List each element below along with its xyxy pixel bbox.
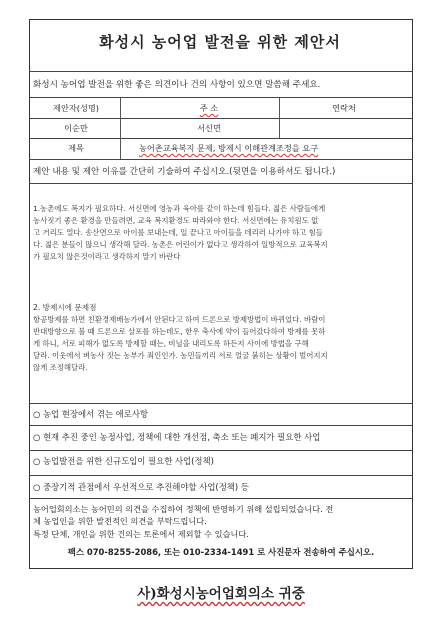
proposer-name-label: 제안자(성명): [53, 103, 99, 113]
page-title: 화성시 농어업 발전을 위한 제안서: [99, 33, 341, 51]
body-line: 항공방제를 하면 친환경재배농가에서 안된다고 하여 드론으로 방제방법이 바뀌었다. 바람이: [33, 315, 326, 325]
divider: [29, 97, 413, 98]
fax-instruction: 팩스 070-8255-2086, 또는 010-2334-1491 로 사진문자 전송하여 주십시오.: [67, 547, 375, 557]
grid-line: [120, 98, 121, 159]
body-line: 반대방향으로 불 때 드론으로 살포를 하는데도, 한우 축사에 약이 들어갔다하여 방제를 못하: [33, 327, 326, 337]
instruction-text: 제안 내용 및 제안 이유를 간단히 기술하여 주십시오.(뒷면을 이용하셔도 됩니다.): [33, 167, 336, 177]
option-item: ○ 농업 현장에서 겪는 애로사항: [33, 409, 149, 419]
proposal-body-section-1: [33, 203, 407, 263]
body-line: 고 거리도 멀다. 송산면으로 아이를 보내는데, 일 끝나고 아이들을 데리러 나가야 하고 힘들: [33, 228, 323, 238]
proposer-address: 서신면: [197, 123, 221, 133]
body-line: 않게 조정해달라.: [33, 363, 88, 373]
option-item: ○ 현재 추진 중인 농정사업, 정책에 대한 개선점, 축소 또는 폐지가 필요한 사업: [33, 432, 321, 442]
grid-line: [279, 98, 280, 138]
proposer-person: 이순만: [64, 123, 88, 133]
divider: [29, 138, 413, 139]
body-line: 다. 젊은 분들이 많으니 생각해 달라. 농촌은 어린이가 없다고 생각하여 일방적으로 교육복지: [33, 240, 328, 250]
footer-recipient: 사)화성시농어업회의소 귀중: [137, 586, 305, 602]
divider: [29, 450, 413, 451]
proposal-form-page: [29, 19, 413, 609]
option-item: ○ 중장기적 관점에서 우선적으로 추진해야할 사업(정책) 등: [33, 482, 249, 492]
body-line: 게 하니, 서로 피해가 없도록 방제할 때는, 비닐을 내리도록 하든지 사이에 방법을 구해: [33, 339, 309, 349]
note-block: [33, 503, 409, 540]
option-item: ○ 농업발전을 위한 신규도입이 필요한 사업(정책): [33, 456, 214, 466]
body-line: 1.농촌에도 복지가 필요하다. 서신면에 영농과 육아를 같이 하는데 힘들다. 젊은 사람들에게: [33, 204, 326, 213]
divider: [29, 498, 413, 499]
proposer-name-value: 주 소: [199, 103, 219, 113]
subject-value: 농어촌교육복지 문제, 방제시 이해관계조정을 요구: [139, 143, 319, 153]
divider: [29, 475, 413, 476]
divider: [29, 183, 413, 184]
section-heading: 2. 방제시에 문제점: [33, 303, 97, 312]
body-line: 농사짓기 좋은 환경을 만들려면, 교육 복지환경도 따라와야 한다. 서신면에는 유치원도 없: [33, 216, 319, 226]
divider: [29, 403, 413, 404]
note-line: 특정 단체, 개인을 위한 건의는 토론에서 제외할 수 있습니다.: [33, 528, 249, 539]
divider: [29, 71, 413, 72]
body-line: 가 필요치 않은것이라고 생각하지 말기 바란다: [33, 252, 181, 262]
proposal-body-section-2: [33, 302, 407, 375]
contact-label: 연락처: [332, 103, 356, 113]
note-line: 체 농업인을 위한 발전적인 의견을 부탁드립니다.: [33, 516, 207, 527]
body-line: 달라. 이웃에서 벼농사 짓는 농부가 죄인인가. 농민들끼리 서로 얼굴 붉히는 상황이 벌어지지: [33, 351, 328, 361]
divider: [29, 425, 413, 426]
divider: [29, 118, 413, 119]
note-line: 농어업회의소는 농어민의 의견을 수집하여 정책에 반영하기 위해 설립되었습니다. 전: [33, 504, 334, 514]
intro-text: 화성시 농어업 발전을 위한 좋은 의견이나 건의 사항이 있으면 말씀해 주세요.: [33, 80, 321, 90]
divider: [29, 159, 413, 160]
subject-label: 제목: [68, 143, 84, 153]
